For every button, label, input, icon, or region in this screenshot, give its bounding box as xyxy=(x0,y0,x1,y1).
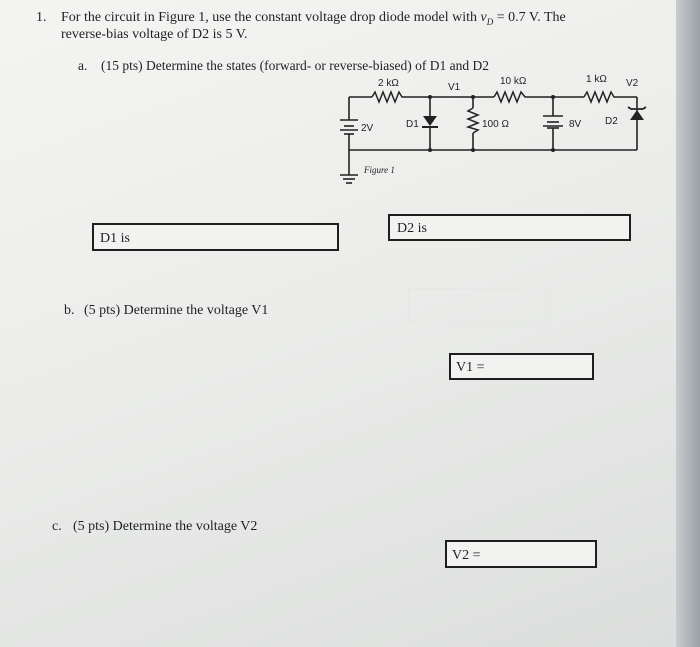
label-src2: 8V xyxy=(569,119,582,130)
resistor-1k-icon xyxy=(584,92,617,102)
resistor-2k-icon xyxy=(372,92,405,102)
v1-answer-box[interactable] xyxy=(449,353,594,380)
d2-answer-box[interactable] xyxy=(388,214,631,241)
part-b-letter: b. xyxy=(64,303,75,318)
d2-answer-label: D2 is xyxy=(397,221,427,236)
part-a-letter: a. xyxy=(78,58,88,73)
v2-answer-box[interactable] xyxy=(445,540,597,568)
label-d1: D1 xyxy=(406,119,419,130)
figure-caption: Figure 1 xyxy=(364,165,395,175)
vd-subscript: D xyxy=(486,16,494,27)
question-line-1-text: For the circuit in Figure 1, use the constant voltage drop diode model with xyxy=(61,10,478,25)
part-c-letter: c. xyxy=(52,519,62,534)
label-r4: 100 Ω xyxy=(482,119,509,130)
battery-2v-icon xyxy=(340,120,358,134)
label-v2: V2 xyxy=(626,78,639,89)
v1-answer-label: V1 = xyxy=(456,360,485,375)
part-b-text: (5 pts) Determine the voltage V1 xyxy=(84,303,269,318)
part-c-text: (5 pts) Determine the voltage V2 xyxy=(73,519,258,534)
label-r3: 1 kΩ xyxy=(586,74,607,85)
vd-symbol: v xyxy=(480,10,487,25)
faint-erased-box xyxy=(408,288,550,322)
label-r2: 10 kΩ xyxy=(500,76,527,87)
v2-answer-label: V2 = xyxy=(452,548,481,563)
resistor-10k-icon xyxy=(494,92,528,102)
label-v1: V1 xyxy=(448,82,461,93)
question-number: 1. xyxy=(36,10,47,25)
question-line-2: reverse-bias voltage of D2 is 5 V. xyxy=(61,27,248,42)
diode-d1-icon xyxy=(422,116,438,127)
label-r1: 2 kΩ xyxy=(378,78,399,89)
label-src1: 2V xyxy=(361,123,374,134)
resistor-100-icon xyxy=(468,108,478,133)
part-a-text: (15 pts) Determine the states (forward- or reverse-biased) of D1 and D2 xyxy=(101,58,489,73)
vd-value: = 0.7 V. The xyxy=(493,10,566,25)
label-d2: D2 xyxy=(605,116,618,127)
zener-d2-icon xyxy=(628,107,646,120)
d1-answer-label: D1 is xyxy=(100,231,130,246)
circuit-figure xyxy=(0,0,700,200)
d1-answer-box[interactable] xyxy=(92,223,339,251)
battery-8v-icon xyxy=(543,116,563,128)
ground-icon xyxy=(340,175,358,183)
